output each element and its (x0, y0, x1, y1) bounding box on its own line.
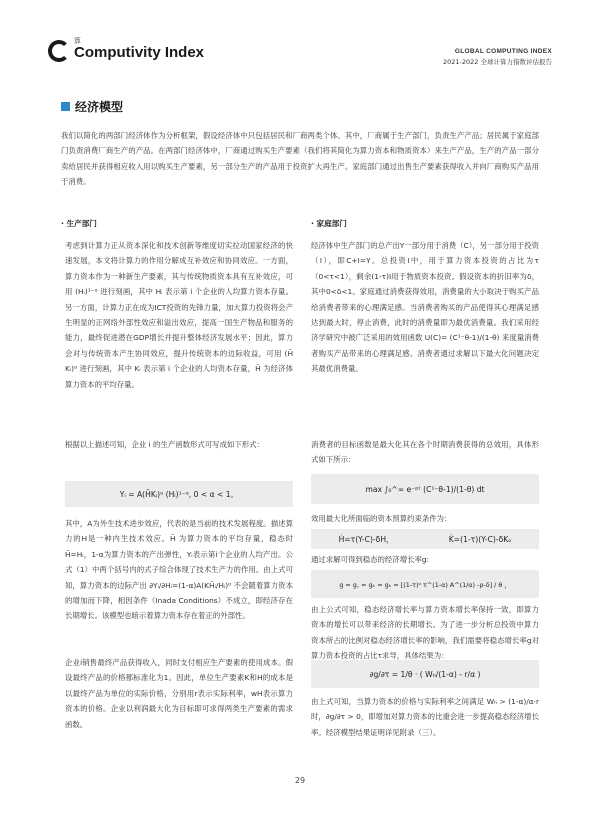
left-paragraph-2: 根据以上描述可知，企业 i 的生产函数形式可写成如下形式： (65, 440, 264, 449)
equation-k-dot: K̇=(1-τ)(Y-C)-δKₒ (448, 534, 512, 544)
derivative-equation (311, 660, 539, 688)
right-paragraph-4: 通过求解可得到稳态的经济增长率g: (311, 555, 430, 564)
intro-paragraph: 我们以简化的两部门经济体作为分析框架，假设经济体中只包括居民和厂商两类个体。其中，厂商属于生产部门，负责生产产品；居民属于家庭部门负责消费厂商生产的产品。在两部门经济体中，厂商通过购买生产要素（我们将其简化为算力资本和物质资本）来生产产品，生产的产品一部分卖给居民并获得相应收入用以购买生产要素，另一部分生产的产品用于投资扩大再生产。家庭部门通过出售生产要素获得收入并向厂商购买产品用于消费。 (61, 131, 539, 187)
logo-ring-icon (48, 40, 70, 62)
right-paragraph-1: 经济体中生产部门的总产出Y一部分用于消费（C），另一部分用于投资（I），即C+I=Y。总投资I中，用于算力资本投资的占比为τ（0<τ<1），剩余(1-τ)I用于物质资本投资。假设资本的折旧率为δ，其中0<δ<1。家庭通过消费获得效用，消费量的大小取决于购买产品给消费者带来的心理满足感。当消费者购买的产品使得其心理满足感达到最大时，停止消费，此时的消费量即为最优消费量。我们采用经济学研究中被广泛采用的效用函数 U(C)= (C¹⁻θ-1)/(1-θ) 来度量消费者购买产品带来的心理满足感。消费者通过求解以下最大化问题决定其最优消费量。 (311, 241, 539, 374)
right-paragraph-2: 消费者的目标函数是最大化其在各个时期消费获得的总效用，具体形式如下所示： (311, 440, 539, 465)
equation-text: ∂g/∂τ = 1/θ · ( Wₕ/(1-α) - r/α ) (369, 669, 481, 679)
right-paragraph-5: 由上公式可知，稳态经济增长率与算力资本增长率保持一致，即算力资本的增长可以带来经济的长期增长。为了进一步分析总投资中算力资本所占的比例对稳态经济增长率的影响，我们需要将稳态增长率g对算力资本投资的占比τ求导，具体结果为： (311, 605, 539, 661)
page-number: 29 (294, 776, 306, 785)
left-paragraph-1: 考虑到计算力正从资本深化和技术创新等维度切实拉动国家经济的快速发展，本文将计算力的作用分解成互补效应和协同效应。一方面，算力资本作为一种新生产要素，其与传统物质资本具有互补效应，可用 (Hᵢ)¹⁻ᵅ 进行刻画，其中 Hᵢ 表示第 i 个企业的人均算力资本存量。另一方面，计算力正在成为ICT投资的先锋力量，加大算力投资将会产生明显的正网络外部性效应和溢出效应，提高一国生产物品和服务的能力，最终促进潜在GDP增长并提升整体经济发展水平；因此，算力会对与传统资本产生协同效应，提升传统资本的边际收益，可用 (H̄ Kᵢ)ᵅ 进行刻画，其中 Kᵢ 表示第 i 个企业的人均资本存量，H̄ 为经济体算力资本的平均存量。 (65, 241, 293, 389)
objective-function-equation (311, 474, 539, 504)
section-marker-icon (61, 102, 70, 111)
report-title-cn: 2021-2022 全球计算力指数评估报告 (443, 58, 552, 66)
left-paragraph-4: 企业i销售最终产品获得收入，同时支付相应生产要素的使用成本。假设最终产品的价格都标准化为1。因此，单位生产要素K和H的成本是以最终产品为单位的实际价格，分别用r表示实际利率，wH表示算力资本的价格。企业以利润最大化为目标即可求得两类生产要素的需求函数。 (65, 658, 293, 729)
equation-h-dot: Ḣ=τ(Y-C)-δH， (338, 534, 394, 544)
growth-rate-equation (311, 570, 539, 598)
equation-text: max ∫₀^∞ e⁻ᵖᵗ (C¹⁻θ-1)/(1-θ) dt (365, 484, 485, 494)
logo-name: Computivity Index (74, 44, 205, 61)
left-paragraph-3: 其中，A为外生技术进步效应，代表的是当前的技术发展程度。描述算力的H是一种内生技术效应。H̄ 为算力资本的平均存量，稳态时H̄=Hᵢ，1-α为算力资本的产出弹性，Yᵢ表示第i个企业的人均产出。公式（1）中两个括号内的式子综合体现了技术生产力的作用。由上式可知，算力资本的边际产出 ∂Yᵢ/∂Hᵢ=(1-α)A(KH̄ᵢ/Hᵢ)ᵅ 不会随着算力资本的增加而下降，相因条件（Inada Conditions）不成立，即经济存在长期增长。该模型也暗示着算力资本存在着正的外部性。 (65, 519, 293, 621)
section-title: 经济模型 (75, 100, 124, 114)
report-header (443, 46, 552, 68)
report-title-en: GLOBAL COMPUTING INDEX (454, 48, 552, 55)
equation-text: Yᵢ = A(H̄Kᵢ)ᵅ (Hᵢ)¹⁻ᵅ, 0 < α < 1。 (119, 489, 239, 499)
budget-constraint-equations (311, 529, 539, 549)
logo-superscript: 算 (74, 37, 81, 45)
right-paragraph-6: 由上式可知，当算力资本的价格与实际利率之间满足 Wₕ > (1-α)/α·r 时，∂g/∂τ > 0，即增加对算力资本的比重会进一步提高稳态经济增长率。经济模型结果证明详见附录（三）。 (311, 697, 539, 737)
production-function-equation (65, 481, 293, 507)
left-heading: · 生产部门 (61, 219, 97, 228)
right-paragraph-3: 效用最大化所面临的资本预算约束条件为： (311, 514, 452, 523)
equation-text: g = g꜀ = gₖ = gₕ = [(1-τ)ᵅ τ^(1-α) A^(1/α) -ρ-δ] / θ ， (339, 580, 511, 589)
right-heading: · 家庭部门 (311, 219, 347, 228)
